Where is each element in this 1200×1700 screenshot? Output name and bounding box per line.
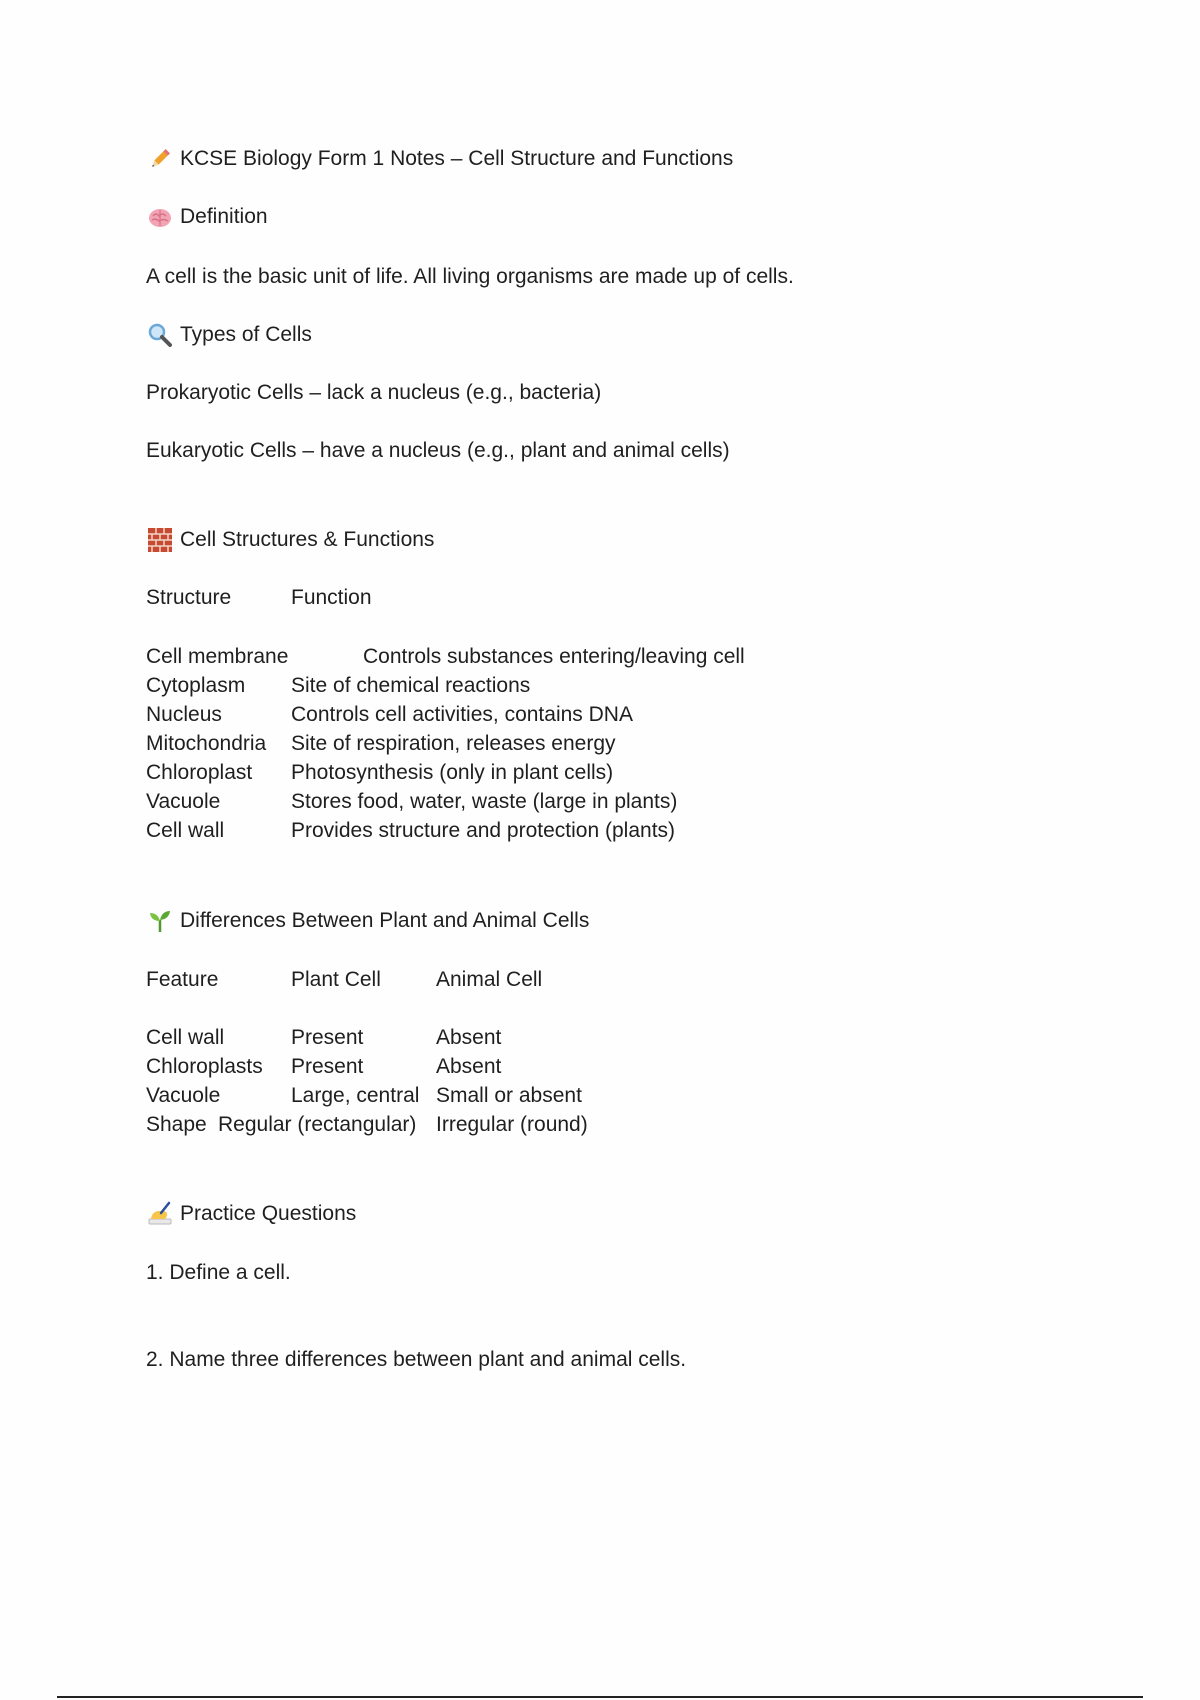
structure-function: Photosynthesis (only in plant cells) (291, 761, 614, 784)
section-heading-structures (146, 525, 434, 554)
section-heading-practice (146, 1199, 356, 1228)
structure-name: Mitochondria (146, 732, 267, 755)
page-bottom-rule (57, 1696, 1143, 1698)
feature-name: Shape (146, 1113, 207, 1136)
structure-function: Stores food, water, waste (large in plants) (291, 790, 678, 813)
feature-name: Vacuole (146, 1084, 221, 1107)
brick-icon (146, 526, 173, 553)
practice-question-1: 1. Define a cell. (146, 1261, 291, 1284)
feature-name: Cell wall (146, 1026, 225, 1049)
structures-heading-text: Cell Structures & Functions (180, 528, 435, 551)
title-text: KCSE Biology Form 1 Notes – Cell Structure and Functions (180, 147, 734, 170)
types-heading-text: Types of Cells (180, 323, 312, 346)
writing-hand-icon (146, 1200, 173, 1227)
practice-heading-text: Practice Questions (180, 1202, 357, 1225)
pencil-icon (146, 145, 173, 172)
plant-cell-value: Regular (rectangular) (218, 1113, 417, 1136)
differences-header-plant: Plant Cell (291, 968, 381, 991)
structure-name: Cell wall (146, 819, 225, 842)
structure-function: Site of respiration, releases energy (291, 732, 616, 755)
animal-cell-value: Irregular (round) (436, 1113, 588, 1136)
structure-name: Chloroplast (146, 761, 253, 784)
definition-heading-text: Definition (180, 205, 268, 228)
section-heading-definition (146, 202, 268, 231)
section-heading-types (146, 320, 312, 349)
structures-header-structure: Structure (146, 586, 232, 609)
animal-cell-value: Absent (436, 1055, 502, 1078)
types-item-prokaryotic: Prokaryotic Cells – lack a nucleus (e.g., bacteria) (146, 381, 602, 404)
plant-cell-value: Present (291, 1026, 364, 1049)
types-item-eukaryotic: Eukaryotic Cells – have a nucleus (e.g., plant and animal cells) (146, 439, 730, 462)
animal-cell-value: Small or absent (436, 1084, 582, 1107)
magnifying-glass-icon (146, 321, 173, 348)
structure-name: Vacuole (146, 790, 221, 813)
structure-function: Controls substances entering/leaving cell (363, 645, 745, 668)
plant-cell-value: Large, central (291, 1084, 420, 1107)
structure-name: Cell membrane (146, 645, 289, 668)
feature-name: Chloroplasts (146, 1055, 263, 1078)
seedling-icon (146, 907, 173, 934)
structure-function: Provides structure and protection (plants) (291, 819, 676, 842)
section-heading-differences (146, 906, 589, 935)
practice-question-2: 2. Name three differences between plant and animal cells. (146, 1348, 687, 1371)
structure-name: Nucleus (146, 703, 222, 726)
definition-text: A cell is the basic unit of life. All living organisms are made up of cells. (146, 265, 794, 288)
plant-cell-value: Present (291, 1055, 364, 1078)
differences-heading-text: Differences Between Plant and Animal Cells (180, 909, 590, 932)
brain-icon (146, 203, 173, 230)
structure-name: Cytoplasm (146, 674, 246, 697)
structure-function: Site of chemical reactions (291, 674, 531, 697)
differences-header-feature: Feature (146, 968, 219, 991)
structures-header-function: Function (291, 586, 372, 609)
document-title (146, 144, 733, 173)
animal-cell-value: Absent (436, 1026, 502, 1049)
structure-function: Controls cell activities, contains DNA (291, 703, 633, 726)
differences-header-animal: Animal Cell (436, 968, 543, 991)
